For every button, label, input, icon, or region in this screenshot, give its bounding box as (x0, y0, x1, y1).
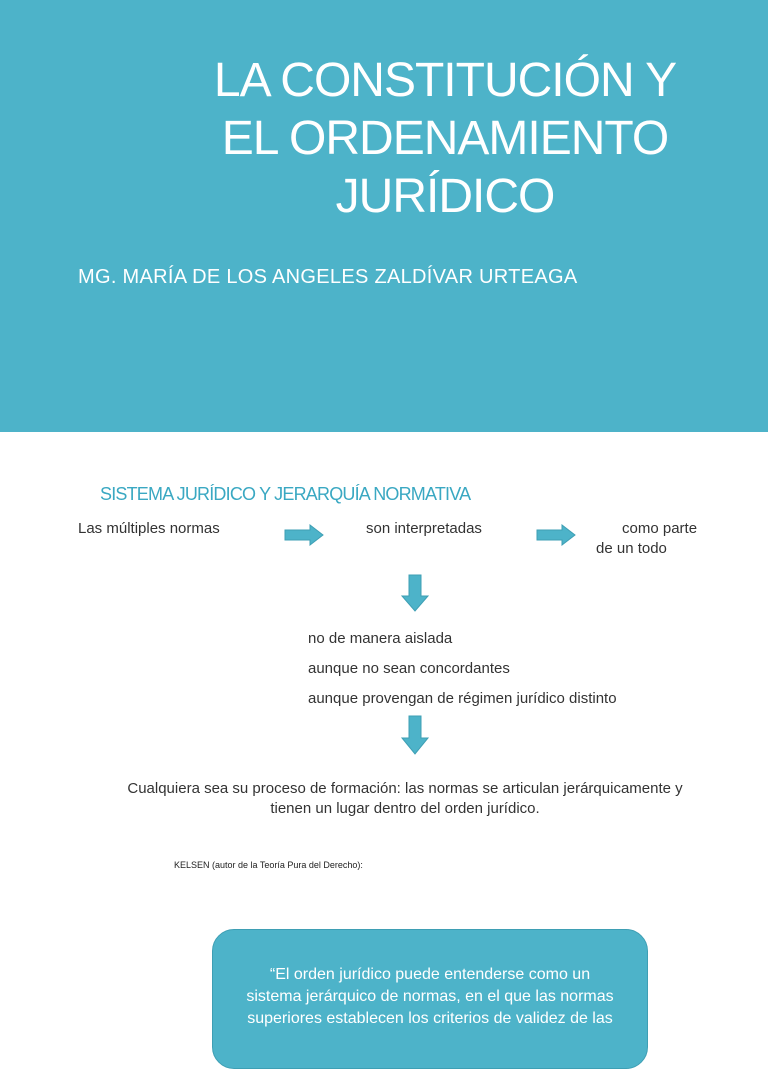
flow-step-2: son interpretadas (366, 520, 482, 537)
conclusion-line-1: Cualquiera sea su proceso de formación: las normas se articulan jerárquicamente y (127, 780, 683, 797)
condition-1: no de manera aislada (308, 630, 453, 647)
arrow-down-icon (400, 574, 430, 612)
quote-line-2: sistema jerárquico de normas, en el que las normas (246, 988, 614, 1005)
conclusion-line-2: tienen un lugar dentro del orden jurídico. (270, 800, 540, 817)
title-slide (0, 0, 768, 432)
flow-step-1: Las múltiples normas (78, 520, 220, 537)
flow-step-3-line-2: de un todo (596, 540, 667, 557)
kelsen-note: KELSEN (autor de la Teoría Pura del Derecho): (174, 860, 363, 870)
arrow-down-icon (400, 715, 430, 755)
quote-line-1: “El orden jurídico puede entenderse como un (269, 966, 591, 983)
flow-step-3-line-1: como parte (622, 520, 698, 537)
condition-3: aunque provengan de régimen jurídico distinto (308, 690, 617, 707)
title-line-2: EL ORDENAMIENTO (221, 112, 669, 165)
title-line-1: LA CONSTITUCIÓN Y (213, 54, 677, 107)
arrow-right-icon (284, 524, 324, 546)
quote-line-3: superiores establecen los criterios de validez de las (247, 1010, 613, 1027)
title-line-3: JURÍDICO (335, 170, 555, 223)
author-subtitle: MG. MARÍA DE LOS ANGELES ZALDÍVAR URTEAGA (78, 266, 578, 288)
content-slide (0, 432, 768, 1027)
arrow-right-icon (536, 524, 576, 546)
section-heading: SISTEMA JURÍDICO Y JERARQUÍA NORMATIVA (100, 484, 471, 504)
quote-box (212, 929, 648, 1069)
condition-2: aunque no sean concordantes (308, 660, 510, 677)
presentation-title (180, 52, 710, 226)
